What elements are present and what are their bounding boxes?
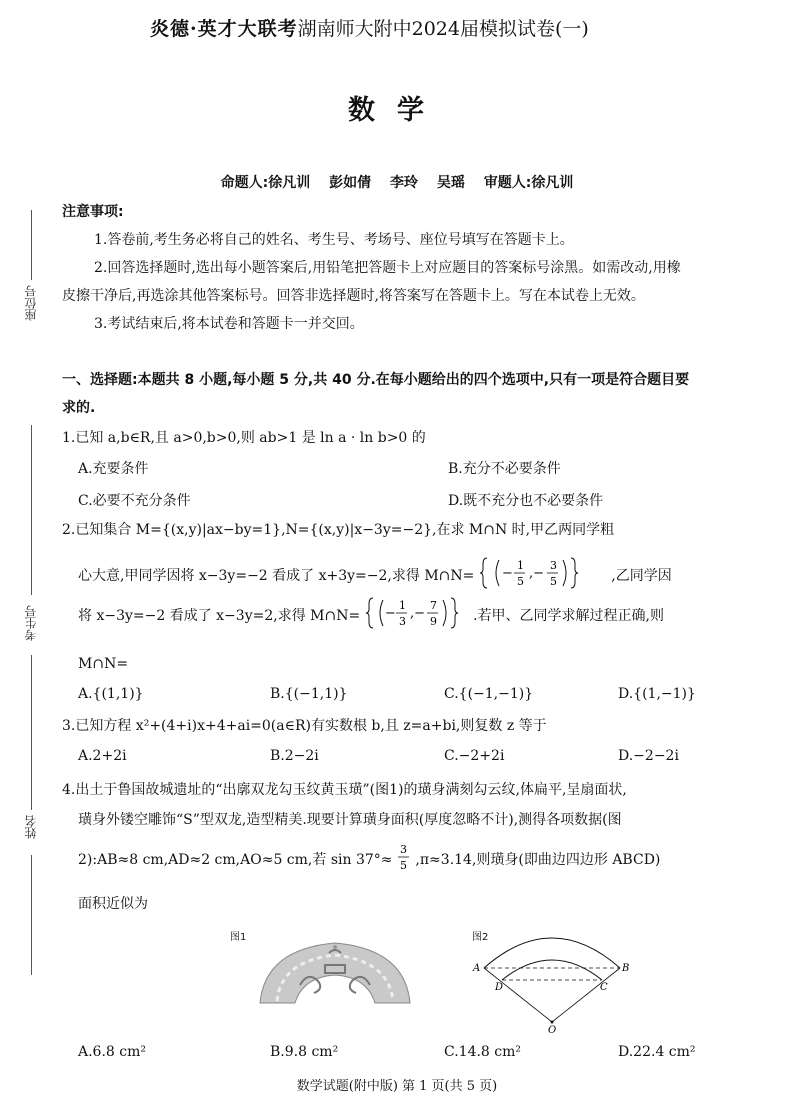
jade-huang-image <box>255 935 415 1015</box>
fraction-numerator: 3 <box>399 843 407 856</box>
text-run: 心大意,甲同学因将 x−3y=−2 看成了 x+3y=−2,求得 M∩N= <box>78 568 475 584</box>
option-b: B.{(−1,1)} <box>270 686 348 702</box>
section-heading: 一、选择题:本题共 8 小题,每小题 5 分,共 40 分.在每小题给出的四个选项中,只有一项是符合题目要 <box>62 372 690 388</box>
notice-item: 2.回答选择题时,选出每小题答案后,用铅笔把答题卡上对应题目的答案标号涂黑。如需改动,用橡 <box>94 260 681 276</box>
option-a: A.{(1,1)} <box>78 686 144 702</box>
name-line <box>31 745 32 810</box>
sector-diagram <box>470 918 640 1034</box>
author: 命题人:徐凡训 <box>220 175 311 191</box>
fraction-denominator: 5 <box>516 575 524 588</box>
option-d: D.22.4 cm² <box>618 1044 696 1060</box>
section-heading: 求的. <box>62 400 96 416</box>
author: 彭如倩 <box>329 175 372 191</box>
question-stem: 2.已知集合 M={(x,y)|ax−by=1},N={(x,y)|x−3y=−2},在求 M∩N 时,甲乙两同学粗 <box>62 522 615 538</box>
divider-line <box>31 655 32 745</box>
option-d: D.{(1,−1)} <box>618 686 696 702</box>
seat-number-line <box>31 210 32 280</box>
text-run: .若甲、乙同学求解过程正确,则 <box>473 608 664 624</box>
figure-2-label: 图2 <box>472 932 489 943</box>
fraction-numerator: 1 <box>398 599 406 612</box>
question-line <box>78 559 778 592</box>
authors-line <box>0 172 794 192</box>
candidate-number-label: 考生号 <box>24 605 38 641</box>
seat-number-label: 座位号 <box>24 285 38 321</box>
fraction-denominator: 9 <box>429 615 437 628</box>
svg-text:−: − <box>501 566 513 581</box>
question-line: 面积近似为 <box>78 896 148 912</box>
option-c: C.14.8 cm² <box>444 1044 522 1060</box>
author: 李玲 <box>390 175 418 191</box>
text-run: ,π≈3.14,则璜身(即曲边四边形 ABCD) <box>415 852 661 868</box>
option-b: B.9.8 cm² <box>270 1044 339 1060</box>
point-b-label: B <box>622 963 630 974</box>
author: 吴瑶 <box>436 175 465 191</box>
figure-1-label: 图1 <box>230 932 247 943</box>
option-c: C.必要不充分条件 <box>78 493 191 509</box>
divider-line <box>31 425 32 595</box>
fraction-three-fifths <box>397 840 411 874</box>
point-a-label: A <box>473 963 481 974</box>
fraction-numerator: 3 <box>549 559 557 572</box>
svg-text:−: − <box>384 606 396 621</box>
notice-item: 1.答卷前,考生务必将自己的姓名、考生号、考场号、座位号填写在答题卡上。 <box>94 232 574 248</box>
option-d: D.−2−2i <box>618 748 679 764</box>
svg-text:,−: ,− <box>528 566 544 581</box>
divider-line <box>31 855 32 975</box>
notice-item: 3.考试结束后,将本试卷和答题卡一并交回。 <box>94 316 364 332</box>
text-run: 2):AB≈8 cm,AD≈2 cm,AO≈5 cm,若 sin 37°≈ <box>78 852 393 868</box>
option-a: A.2+2i <box>78 748 127 764</box>
question-line <box>78 843 778 876</box>
fraction-numerator: 1 <box>516 559 524 572</box>
option-c: C.−2+2i <box>444 748 505 764</box>
binding-margin <box>0 0 70 1105</box>
author: 审题人:徐凡训 <box>483 175 574 191</box>
option-c: C.{(−1,−1)} <box>444 686 534 702</box>
page-footer: 数学试题(附中版) 第 1 页(共 5 页) <box>296 1079 498 1094</box>
option-a: A.充要条件 <box>78 461 149 477</box>
notice-heading: 注意事项: <box>62 204 124 220</box>
point-c-label: C <box>600 982 608 993</box>
question-line <box>78 599 778 632</box>
option-b: B.充分不必要条件 <box>448 461 561 477</box>
text-run: 将 x−3y=−2 看成了 x−3y=2,求得 M∩N= <box>78 608 361 624</box>
option-d: D.既不充分也不必要条件 <box>448 493 604 509</box>
option-b: B.2−2i <box>270 748 319 764</box>
svg-text:,−: ,− <box>409 606 425 621</box>
point-d-label: D <box>495 982 504 993</box>
point-o-label: O <box>548 1025 557 1034</box>
question-stem: 4.出土于鲁国故城遗址的“出廓双龙勾玉纹黄玉璜”(图1)的璜身满刻勾云纹,体扁平,呈扇面状, <box>62 782 627 798</box>
question-line: M∩N= <box>78 656 129 672</box>
name-label: 姓名 <box>24 815 38 839</box>
notice-item: 皮擦干净后,再选涂其他答案标号。回答非选择题时,将答案写在答题卡上。写在本试卷上无效。 <box>62 288 645 304</box>
fraction-denominator: 5 <box>549 575 557 588</box>
option-a: A.6.8 cm² <box>78 1044 147 1060</box>
question-stem: 1.已知 a,b∈R,且 a>0,b>0,则 ab>1 是 ln a · ln b>0 的 <box>62 430 426 446</box>
exam-title <box>150 14 710 41</box>
fraction-numerator: 7 <box>429 599 437 612</box>
title-brand: 炎德·英才大联考 <box>150 18 298 40</box>
subject-title: 数学 <box>348 95 446 126</box>
set-answer-yi <box>365 596 469 630</box>
set-answer-jia <box>479 556 607 590</box>
text-run: ,乙同学因 <box>611 568 672 584</box>
fraction-denominator: 5 <box>399 859 407 872</box>
question-stem: 3.已知方程 x²+(4+i)x+4+ai=0(a∈R)有实数根 b,且 z=a+bi,则复数 z 等于 <box>62 718 547 734</box>
title-text: 湖南师大附中2024届模拟试卷(一) <box>297 18 589 40</box>
question-line: 璜身外镂空雕饰“S”型双龙,造型精美.现要计算璜身面积(厚度忽略不计),测得各项数据(图 <box>78 812 622 828</box>
fraction-denominator: 3 <box>398 615 406 628</box>
